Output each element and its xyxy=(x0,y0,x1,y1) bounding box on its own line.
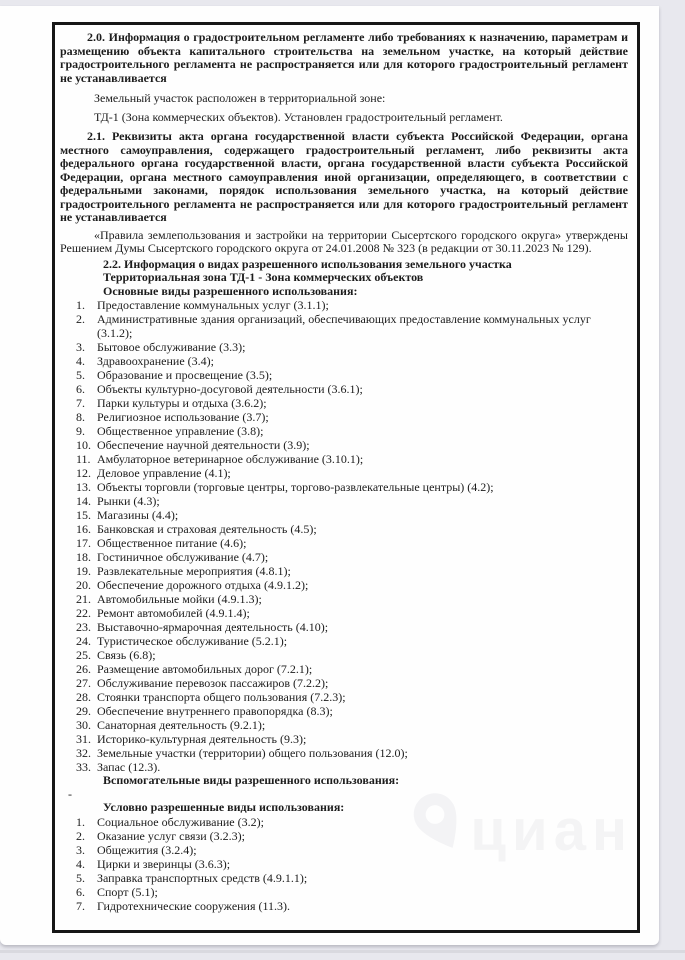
section-2-2-heading: 2.2. Информация о видах разрешенного использования земельного участка xyxy=(103,256,512,271)
list-item xyxy=(60,648,628,662)
list-item-text: Амбулаторное ветеринарное обслуживание (3.10.1); xyxy=(97,452,364,466)
list-item-text: Размещение автомобильных дорог (7.2.1); xyxy=(97,662,313,676)
list-item-number: 5. xyxy=(76,870,85,885)
list-item-number: 2. xyxy=(76,312,85,326)
list-item-number: 26. xyxy=(76,662,91,676)
list-item-number: 17. xyxy=(76,536,91,550)
list-item-number: 19. xyxy=(76,564,91,578)
list-item xyxy=(60,522,628,536)
list-item-text: Административные здания организаций, обеспечивающих предоставление коммунальных услуг (3.1.2); xyxy=(97,312,591,340)
list-item-text: Деловое управление (4.1); xyxy=(97,466,231,480)
list-item-text: Обслуживание перевозок пассажиров (7.2.2); xyxy=(97,676,329,690)
list-item xyxy=(60,298,628,312)
list-item xyxy=(60,760,628,774)
list-item-text: Развлекательные мероприятия (4.8.1); xyxy=(97,564,291,578)
list-item-text: Связь (6.8); xyxy=(97,648,156,662)
list-item-number: 3. xyxy=(76,340,85,354)
list-item xyxy=(60,829,628,843)
list-item-text: Запас (12.3). xyxy=(97,760,161,774)
list-item xyxy=(60,578,628,592)
list-item-text: Обеспечение внутреннего правопорядка (8.3); xyxy=(97,704,333,718)
list-item-text: Стоянки транспорта общего пользования (7.2.3); xyxy=(97,690,346,704)
list-item-text: Образование и просвещение (3.5); xyxy=(97,368,273,382)
main-uses-list xyxy=(60,298,628,774)
list-item-number: 12. xyxy=(76,466,91,480)
list-item xyxy=(60,857,628,871)
list-item-number: 18. xyxy=(76,550,91,564)
section-2-1-paragraph: 2.1. Реквизиты акта органа государственной власти субъекта Российской Федерации, органа местного самоуправления, содержащего градостроительный регламент, либо реквизиты акта федерального органа государственной власти, органа государственной власти субъекта Российской Федерации, органа местного самоуправления иной организации, определяющего, в соответствии с федеральными законами, порядок использования земельного участка, на который действие градостроительного регламента не распространяется или для которого градостроительный регламент не устанавливается xyxy=(60,129,628,224)
list-item-number: 3. xyxy=(76,842,85,857)
list-item xyxy=(60,466,628,480)
list-item xyxy=(60,410,628,424)
list-item-number: 16. xyxy=(76,522,91,536)
list-item-number: 6. xyxy=(76,382,85,396)
list-item xyxy=(60,885,628,899)
list-item-text: Здравоохранение (3.4); xyxy=(97,354,214,368)
list-item-number: 29. xyxy=(76,704,91,718)
document-border-frame xyxy=(52,22,640,933)
list-item xyxy=(60,732,628,746)
list-item-number: 23. xyxy=(76,620,91,634)
list-item-number: 7. xyxy=(76,898,85,913)
list-item xyxy=(60,536,628,550)
watermark-label: циан xyxy=(470,798,633,863)
section-2-0-paragraph: 2.0. Информация о градостроительном регламенте либо требованиях к назначению, параметрам и размещению объекта капитального строительства на земельном участке, на который действие градостроительного регламента не распространяется или для которого градостроительный регламент не устанавливается xyxy=(60,30,628,85)
auxiliary-uses-empty-value: - xyxy=(68,786,72,801)
list-item-text: Выставочно-ярмарочная деятельность (4.10); xyxy=(97,620,329,634)
list-item-number: 25. xyxy=(76,648,91,662)
list-item-number: 33. xyxy=(76,760,91,774)
list-item-text: Магазины (4.4); xyxy=(97,508,179,522)
list-item-text: Земельные участки (территории) общего пользования (12.0); xyxy=(97,746,408,760)
list-item-number: 1. xyxy=(76,298,85,312)
list-item-number: 9. xyxy=(76,424,85,438)
list-item-text: Объекты торговли (торговые центры, торгово-развлекательные центры) (4.2); xyxy=(97,480,494,494)
list-item-number: 28. xyxy=(76,690,91,704)
list-item-text: Туристическое обслуживание (5.2.1); xyxy=(97,634,288,648)
list-item xyxy=(60,396,628,410)
list-item xyxy=(60,382,628,396)
conditional-uses-list xyxy=(60,815,628,913)
list-item-number: 13. xyxy=(76,480,91,494)
list-item-number: 31. xyxy=(76,732,91,746)
list-item-text: Предоставление коммунальных услуг (3.1.1); xyxy=(97,298,329,312)
list-item-text: Ремонт автомобилей (4.9.1.4); xyxy=(97,606,250,620)
list-item-text: Социальное обслуживание (3.2); xyxy=(97,814,264,829)
list-item-text: Санаторная деятельность (9.2.1); xyxy=(97,718,266,732)
list-item xyxy=(60,871,628,885)
list-item xyxy=(60,592,628,606)
list-item xyxy=(60,746,628,760)
list-item xyxy=(60,634,628,648)
list-item-text: Рынки (4.3); xyxy=(97,494,160,508)
list-item-number: 27. xyxy=(76,676,91,690)
list-item xyxy=(60,815,628,829)
list-item-number: 7. xyxy=(76,396,85,410)
list-item xyxy=(60,424,628,438)
list-item-number: 6. xyxy=(76,884,85,899)
list-item-text: Парки культуры и отдыха (3.6.2); xyxy=(97,396,267,410)
conditional-uses-heading: Условно разрешенные виды использования: xyxy=(103,800,345,814)
auxiliary-uses-heading: Вспомогательные виды разрешенного использования: xyxy=(103,773,400,787)
list-item xyxy=(60,620,628,634)
list-item-text: Общежития (3.2.4); xyxy=(97,842,197,857)
list-item xyxy=(60,508,628,522)
list-item xyxy=(60,368,628,382)
list-item-text: Общественное питание (4.6); xyxy=(97,536,247,550)
rules-paragraph: «Правила землепользования и застройки на территории Сысертского городского округа» утверждены Решением Думы Сысертского городского округа от 24.01.2008 № 323 (в редакции от 30.11.2023 № 129). xyxy=(60,227,628,255)
list-item-text: Общественное управление (3.8); xyxy=(97,424,264,438)
list-item-number: 20. xyxy=(76,578,91,592)
list-item-text: Банковская и страховая деятельность (4.5); xyxy=(97,522,317,536)
zone-heading: Территориальная зона ТД-1 - Зона коммерческих объектов xyxy=(103,270,424,284)
list-item-text: Автомобильные мойки (4.9.1.3); xyxy=(97,592,262,606)
list-item xyxy=(60,690,628,704)
list-item-number: 10. xyxy=(76,438,91,452)
list-item-number: 30. xyxy=(76,718,91,732)
list-item-text: Спорт (5.1); xyxy=(97,884,158,899)
main-uses-heading: Основные виды разрешенного использования: xyxy=(103,283,358,298)
list-item xyxy=(60,438,628,452)
zone-location-intro: Земельный участок расположен в территориальной зоне: xyxy=(94,91,386,105)
list-item-number: 21. xyxy=(76,592,91,606)
list-item xyxy=(60,494,628,508)
list-item-text: Гостиничное обслуживание (4.7); xyxy=(97,550,269,564)
zone-value: ТД-1 (Зона коммерческих объектов). Установлен градостроительный регламент. xyxy=(94,109,503,124)
list-item-text: Обеспечение научной деятельности (3.9); xyxy=(97,438,310,452)
list-item xyxy=(60,452,628,466)
list-item xyxy=(60,550,628,564)
list-item-text: Обеспечение дорожного отдыха (4.9.1.2); xyxy=(97,578,309,592)
list-item-number: 32. xyxy=(76,746,91,760)
list-item xyxy=(60,354,628,368)
page-bottom-edge xyxy=(0,950,685,953)
list-item-number: 5. xyxy=(76,368,85,382)
list-item-number: 14. xyxy=(76,494,91,508)
list-item-number: 4. xyxy=(76,856,85,871)
list-item xyxy=(60,564,628,578)
list-item xyxy=(60,606,628,620)
list-item-text: Религиозное использование (3.7); xyxy=(97,410,269,424)
list-item xyxy=(60,843,628,857)
list-item-number: 15. xyxy=(76,508,91,522)
list-item xyxy=(60,662,628,676)
list-item xyxy=(60,676,628,690)
list-item-number: 11. xyxy=(76,452,91,466)
list-item-text: Объекты культурно-досуговой деятельности (3.6.1); xyxy=(97,382,363,396)
list-item xyxy=(60,718,628,732)
document-paper xyxy=(0,6,659,945)
list-item xyxy=(60,704,628,718)
list-item xyxy=(60,340,628,354)
list-item-number: 24. xyxy=(76,634,91,648)
list-item-text: Бытовое обслуживание (3.3); xyxy=(97,340,246,354)
list-item-number: 2. xyxy=(76,828,85,843)
list-item-number: 22. xyxy=(76,606,91,620)
list-item-text: Историко-культурная деятельность (9.3); xyxy=(97,732,307,746)
list-item xyxy=(60,899,628,913)
list-item-number: 4. xyxy=(76,354,85,368)
list-item-number: 1. xyxy=(76,814,85,829)
list-item-text: Гидротехнические сооружения (11.3). xyxy=(97,898,291,913)
list-item-text: Оказание услуг связи (3.2.3); xyxy=(97,828,245,843)
list-item-text: Цирки и зверинцы (3.6.3); xyxy=(97,856,231,871)
list-item xyxy=(60,480,628,494)
list-item xyxy=(60,312,628,340)
list-item-number: 8. xyxy=(76,410,85,424)
list-item-text: Заправка транспортных средств (4.9.1.1); xyxy=(97,870,308,885)
